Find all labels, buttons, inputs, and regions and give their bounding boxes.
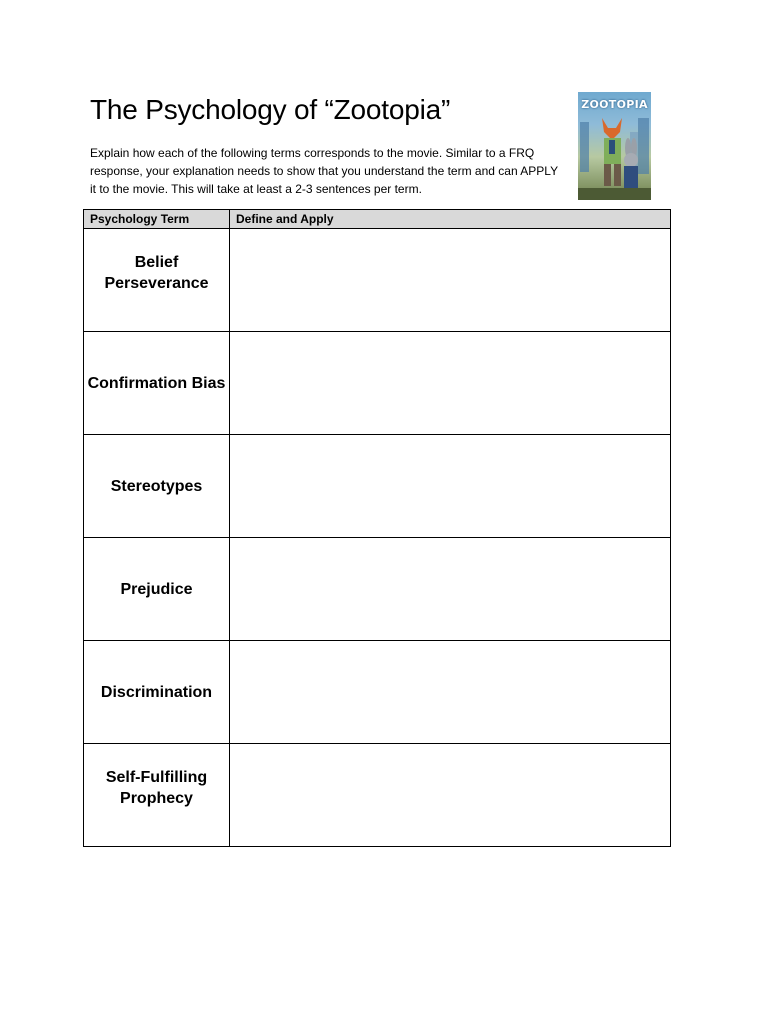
zootopia-poster-image: [578, 92, 651, 200]
table-header-row: [84, 210, 671, 229]
poster-logo: ZOOTOPIA: [581, 98, 648, 111]
term-prejudice: Prejudice: [120, 580, 193, 598]
terms-table: [83, 209, 671, 847]
poster-illustration: [578, 92, 651, 200]
term-cell: [84, 744, 230, 847]
term-cell: [84, 641, 230, 744]
answer-cell[interactable]: [230, 641, 671, 744]
term-stereotypes: Stereotypes: [110, 477, 203, 495]
term-cell: [84, 435, 230, 538]
term-cell: [84, 538, 230, 641]
page-title: The Psychology of “Zootopia”: [90, 94, 451, 125]
term-cell: [84, 332, 230, 435]
term-self-fulfilling-prophecy: Self-Fulfilling Prophecy: [105, 769, 208, 807]
table-row: [84, 229, 671, 332]
term-discrimination: Discrimination: [100, 683, 213, 701]
table-row: [84, 332, 671, 435]
table-row: [84, 435, 671, 538]
instructions-text: Explain how each of the following terms corresponds to the movie. Similar to a FRQ response, your explanation needs to show that you understand the term and can APPLY it to the movie. This will take at least a 2-3 sentences per term.: [90, 146, 558, 196]
answer-cell[interactable]: [230, 435, 671, 538]
table-row: [84, 744, 671, 847]
header-psychology-term: Psychology Term: [84, 210, 230, 229]
answer-cell[interactable]: [230, 744, 671, 847]
term-belief-perseverance: Belief Perseverance: [104, 254, 209, 292]
term-cell: [84, 229, 230, 332]
answer-cell[interactable]: [230, 332, 671, 435]
table-row: [84, 641, 671, 744]
answer-cell[interactable]: [230, 229, 671, 332]
header-define-and-apply: Define and Apply: [230, 210, 671, 229]
table-row: [84, 538, 671, 641]
answer-cell[interactable]: [230, 538, 671, 641]
term-confirmation-bias: Confirmation Bias: [87, 374, 226, 392]
